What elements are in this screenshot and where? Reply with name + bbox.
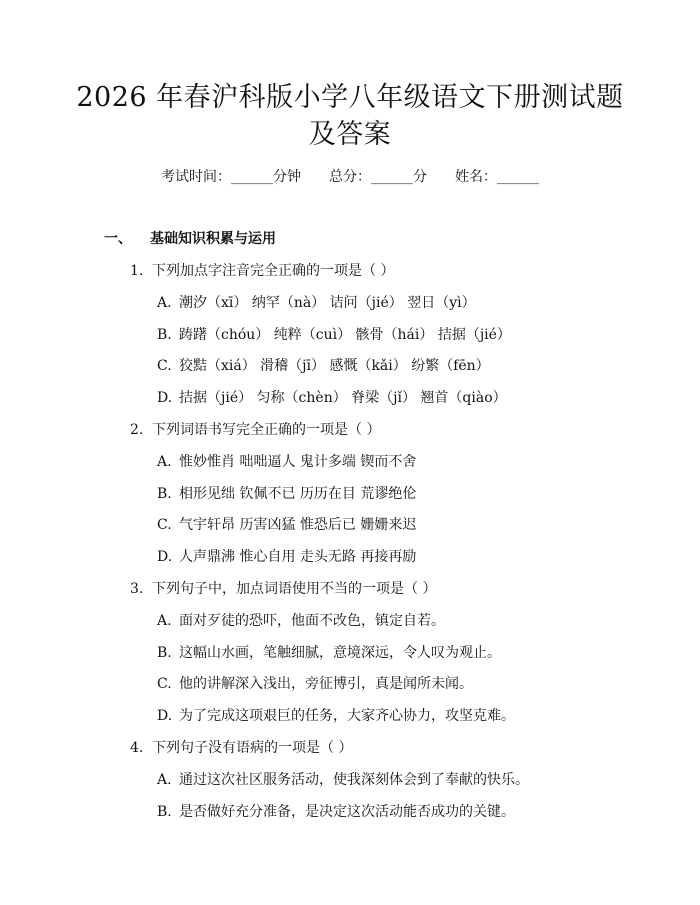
option-text: 狡黠（xiá） 滑稽（jī） 感慨（kǎi） 纷繁（fēn）: [179, 358, 490, 374]
section-number: 一、: [104, 231, 132, 247]
question-1: [130, 261, 394, 281]
option-letter: A.: [157, 454, 172, 470]
option-1d: [157, 388, 507, 408]
question-text: 下列词语书写完全正确的一项是（ ）: [152, 422, 381, 438]
option-text: 气宇轩昂 历害凶猛 惟恐后已 姗姗来迟: [179, 517, 417, 533]
option-text: 是否做好充分准备，是决定这次活动能否成功的关键。: [179, 804, 515, 820]
option-text: 惟妙惟肖 咄咄逼人 鬼计多端 锲而不舍: [179, 454, 417, 470]
option-3a: [157, 611, 445, 631]
student-name-label: 姓名：______: [455, 169, 539, 185]
option-2b: [157, 484, 416, 504]
option-letter: D.: [157, 708, 173, 724]
option-text: 通过这次社区服务活动，使我深刻体会到了奉献的快乐。: [179, 772, 529, 788]
option-letter: A.: [157, 295, 172, 311]
option-text: 这幅山水画，笔触细腻，意境深远，令人叹为观止。: [179, 645, 501, 661]
question-number: 3.: [130, 581, 144, 597]
option-1a: [157, 293, 476, 313]
option-letter: B.: [157, 486, 172, 502]
exam-meta: [0, 167, 700, 187]
question-4: [130, 738, 352, 758]
question-number: 1.: [130, 263, 144, 279]
option-letter: A.: [157, 613, 172, 629]
option-text: 踌躇（chóu） 纯粹（cuì） 骸骨（hái） 拮据（jié）: [179, 327, 511, 343]
option-letter: A.: [157, 772, 172, 788]
total-score-label: 总分：______分: [329, 169, 427, 185]
question-2: [130, 420, 380, 440]
option-letter: C.: [157, 358, 172, 374]
option-3c: [157, 674, 473, 694]
question-3: [130, 579, 436, 599]
question-text: 下列句子没有语病的一项是（ ）: [152, 740, 353, 756]
question-text: 下列加点字注音完全正确的一项是（ ）: [152, 263, 395, 279]
option-2a: [157, 452, 416, 472]
option-letter: D.: [157, 549, 173, 565]
option-text: 拮据（jié） 匀称（chèn） 脊梁（jǐ） 翘首（qiào）: [179, 390, 507, 406]
option-4a: [157, 770, 529, 790]
option-2c: [157, 515, 416, 535]
option-letter: B.: [157, 645, 172, 661]
exam-time-label: 考试时间：______分钟: [161, 169, 301, 185]
option-text: 人声鼎沸 惟心自用 走头无路 再接再励: [179, 549, 417, 565]
option-letter: C.: [157, 517, 172, 533]
option-text: 他的讲解深入浅出，旁征博引，真是闻所未闻。: [179, 676, 473, 692]
section-heading: [104, 229, 276, 249]
document-title-line1: 2026 年春沪科版小学八年级语文下册测试题: [76, 82, 624, 113]
option-1c: [157, 356, 490, 376]
option-3b: [157, 643, 501, 663]
question-text: 下列句子中，加点词语使用不当的一项是（ ）: [152, 581, 437, 597]
option-letter: C.: [157, 676, 172, 692]
question-number: 4.: [130, 740, 144, 756]
option-letter: B.: [157, 804, 172, 820]
question-number: 2.: [130, 422, 144, 438]
option-text: 潮汐（xī） 纳罕（nà） 诘问（jié） 翌日（yì）: [179, 295, 476, 311]
option-text: 为了完成这项艰巨的任务，大家齐心协力，攻坚克难。: [179, 708, 515, 724]
option-3d: [157, 706, 515, 726]
document-title-line2: 及答案: [308, 119, 392, 150]
option-letter: D.: [157, 390, 173, 406]
option-4b: [157, 802, 515, 822]
option-text: 相形见绌 钦佩不已 历历在目 荒谬绝伦: [179, 486, 417, 502]
section-title: 基础知识积累与运用: [150, 231, 276, 247]
option-2d: [157, 547, 416, 567]
option-text: 面对歹徒的恐吓，他面不改色，镇定自若。: [179, 613, 445, 629]
option-letter: B.: [157, 327, 172, 343]
option-1b: [157, 325, 511, 345]
